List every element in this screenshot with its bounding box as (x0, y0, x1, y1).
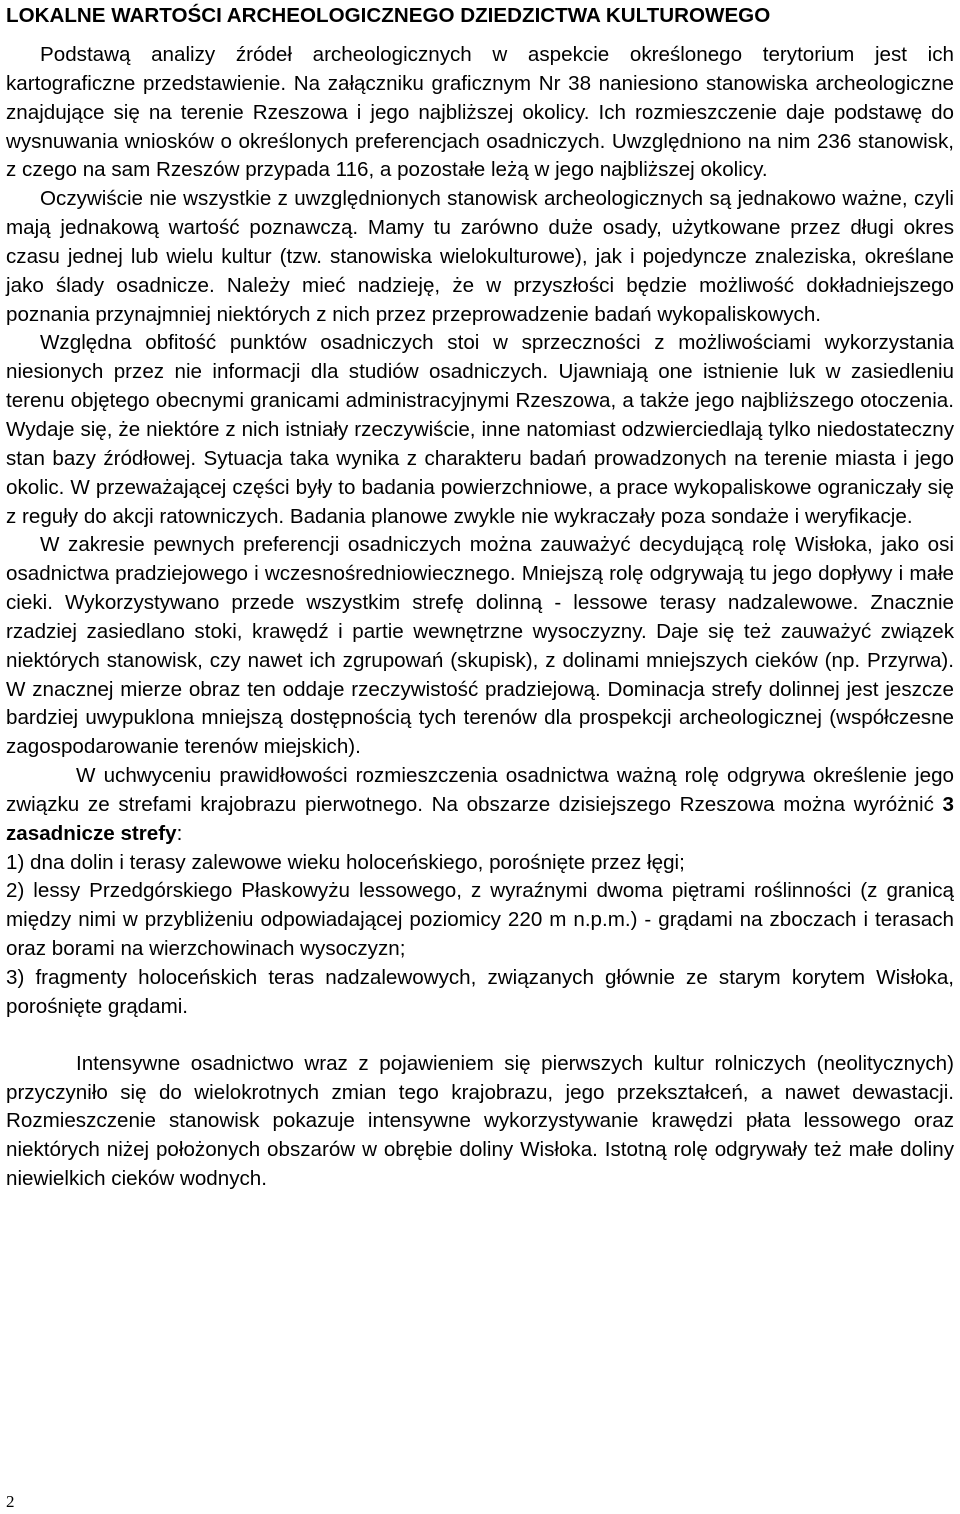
page-number: 2 (6, 1492, 15, 1511)
document-page (6, 2, 954, 1194)
paragraph-spacer (6, 1022, 954, 1050)
paragraph-settlement-preferences: W zakresie pewnych preferencji osadniczych można zauważyć decydującą rolę Wisłoka, jako osi osadnictwa pradziejowego i wczesnośredniowiecznego. Mniejszą rolę odgrywają tu jego dopływy i małe cieki. Wykorzystywano przede wszystkim strefę dolinną - lessowe terasy nadzalewowe. Znacznie rzadziej zasiedlano stoki, krawędź i partie wewnętrzne wysoczyzny. Daje się też zauważyć związek niektórych stanowisk, czy nawet ich zgrupowań (skupisk), z dolinami mniejszych cieków (np. Przyrwa). W znacznej mierze obraz ten oddaje rzeczywistość pradziejową. Dominacja strefy dolinnej jest jeszcze bardziej uwypuklona mniejszą dostępnością tych terenów dla prospekcji archeologicznej (współczesne zagospodarowanie terenów miejskich). (6, 533, 954, 759)
list-item: 3) fragmenty holoceńskich teras nadzalewowych, związanych głównie ze starym korytem Wisłoka, porośnięte grądami. (6, 966, 954, 1018)
list-item: 1) dna dolin i terasy zalewowe wieku holoceńskiego, porośnięte przez łęgi; (6, 850, 685, 874)
paragraph-sources: Podstawą analizy źródeł archeologicznych w aspekcie określonego terytorium jest ich kartograficzne przedstawienie. Na załączniku graficznym Nr 38 naniesiono stanowiska archeologiczne znajdujące się na terenie Rzeszowa i jego najbliższej okolicy. Ich rozmieszczenie daje podstawę do wysnuwania wniosków o określonych preferencjach osadniczych. Uwzględniono na nim 236 stanowisk, z czego na sam Rzeszów przypada 116, a pozostałe leżą w jego najbliższej okolicy. (6, 43, 954, 182)
zones-intro-colon: : (176, 821, 183, 845)
paragraph-site-value: Oczywiście nie wszystkie z uwzględnionych stanowisk archeologicznych są jednakowo ważne, czyli mają jednakową wartość poznawczą. Mamy tu zarówno duże osady, użytkowane przez długi okres czasu jednej lub wielu kultur (tzw. stanowiska wielokulturowe), jak i pojedyncze znaleziska, określane jako ślady osadnicze. Należy mieć nadzieję, że w przyszłości będzie możliwość dokładniejszego poznania przynajmniej niektórych z nich przez przeprowadzenie badań wykopaliskowych. (6, 187, 954, 326)
paragraph-landscape-zones (6, 762, 954, 849)
zones-count-emphasis: 3 zasadnicze strefy (6, 792, 954, 845)
list-item: 2) lessy Przedgórskiego Płaskowyżu lessowego, z wyraźnymi dwoma piętrami roślinności (z granicą między nimi w przybliżeniu odpowiadającej poziomicy 220 m n.p.m.) - grądami na zboczach i terasach oraz borami na wierzchowinach wysoczyzn; (6, 879, 954, 961)
zones-intro-text: W uchwyceniu prawidłowości rozmieszczenia osadnictwa ważną rolę odgrywa określenie jego związku ze strefami krajobrazu pierwotnego. Na obszarze dzisiejszego Rzeszowa można wyróżnić (6, 764, 954, 816)
document-title: LOKALNE WARTOŚCI ARCHEOLOGICZNEGO DZIEDZICTWA KULTUROWEGO (6, 4, 771, 27)
zones-list (6, 849, 954, 1022)
paragraph-settlement-density: Względna obfitość punktów osadniczych stoi w sprzeczności z możliwościami wykorzystania niesionych przez nie informacji dla studiów osadniczych. Ujawniają one istnienie luk w zasiedleniu terenu objętego obecnymi granicami administracyjnymi Rzeszowa, a także jego najbliższego otoczenia. Wydaje się, że niektóre z nich istniały rzeczywiście, inne natomiast odzwierciedlają tylko niedostateczny stan bazy źródłowej. Sytuacja taka wynika z charakteru badań prowadzonych na terenie miasta i jego okolic. W przeważającej części były to badania powierzchniowe, a prace wykopaliskowe ograniczały się z reguły do akcji ratowniczych. Badania planowe zwykle nie wykraczały poza sondaże i weryfikacje. (6, 331, 954, 528)
paragraph-closing: Intensywne osadnictwo wraz z pojawieniem się pierwszych kultur rolniczych (neolitycznych) przyczyniło się do wielokrotnych zmian tego krajobrazu, jego przekształceń, a nawet dewastacji. Rozmieszczenie stanowisk pokazuje intensywne wykorzystywanie krawędzi płata lessowego oraz niektórych niżej położonych obszarów w obrębie doliny Wisłoka. Istotną rolę odgrywały też małe doliny niewielkich cieków wodnych. (6, 1051, 954, 1191)
